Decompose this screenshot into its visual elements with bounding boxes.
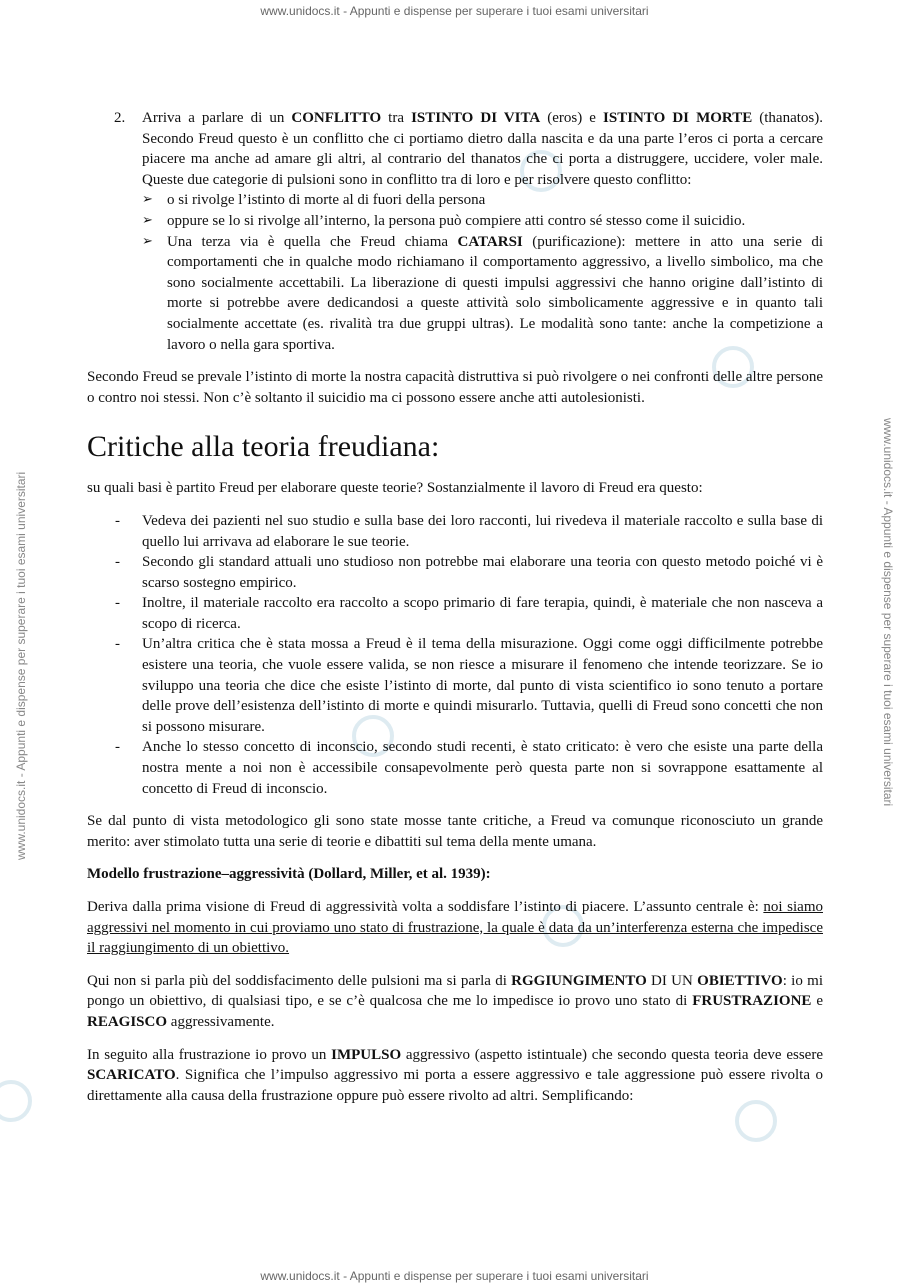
intro-paragraph: su quali basi è partito Freud per elaborare queste teorie? Sostanzialmente il lavoro di Freud era questo: bbox=[87, 480, 703, 497]
text: : io mi pongo un obiettivo, di qualsiasi tipo, e se c’è qualcosa che me lo impedisce io provo uno stato di bbox=[87, 972, 823, 1010]
text: Una terza via è quella che Freud chiama bbox=[167, 233, 458, 250]
dash-bullet: - bbox=[115, 554, 120, 571]
item-number: 2. bbox=[114, 110, 126, 126]
text: o si rivolge l’istinto di morte al di fuori della persona bbox=[167, 192, 486, 209]
list-item bbox=[87, 634, 823, 737]
paragraph-freud: Secondo Freud se prevale l’istinto di morte la nostra capacità distruttiva si può rivolgere o nei confronti delle altre persone o contro noi stessi. Non c’è soltanto il suicidio ma ci possono essere anche atti autolesionisti. bbox=[87, 369, 823, 406]
list-item bbox=[87, 552, 823, 593]
bold-subheading: Modello frustrazione–aggressività (Dollard, Miller, et al. 1939): bbox=[87, 866, 491, 883]
watermark-header: www.unidocs.it - Appunti e dispense per superare i tuoi esami universitari bbox=[260, 4, 649, 18]
dash-bullet: - bbox=[115, 595, 120, 612]
document-body bbox=[87, 108, 823, 1118]
text: Vedeva dei pazienti nel suo studio e sulla base dei loro racconti, lui rivedeva il materiale raccolto e sulla base di quello lui arrivava ad elaborare le sue teorie. bbox=[142, 512, 823, 550]
dash-bullet: - bbox=[115, 512, 120, 529]
text: (purificazione): mettere in atto una serie di comportamenti che in qualche modo richiamano il comportamento aggressivo, a livello simbolico, ma che sono socialmente accettabili. La liberazione di questi impulsi aggressivi che hanno origine dall’istinto di morte si potrebbe avere dedicandosi a queste attività solo simbolicamente aggressive e in quanto tali socialmente accettate (es. rivalità tra due gruppi ultras). Le modalità sono tante: anche la competizione a lavoro o nella gara sportiva. bbox=[167, 233, 823, 353]
numbered-item-2 bbox=[87, 108, 823, 190]
arrow-bullet-icon: ➢ bbox=[142, 233, 153, 249]
list-item bbox=[142, 190, 823, 211]
text: DI UN bbox=[646, 972, 698, 989]
bold-term: CONFLITTO bbox=[291, 110, 382, 126]
subheading bbox=[87, 864, 823, 885]
text: aggressivamente. bbox=[167, 1013, 275, 1030]
bold-term: RGGIUNGIMENTO bbox=[511, 972, 647, 989]
text: (eros) e bbox=[540, 110, 604, 126]
bold-term: IMPULSO bbox=[331, 1046, 402, 1063]
text: oppure se lo si rivolge all’interno, la persona può compiere atti contro sé stesso come il suicidio. bbox=[167, 212, 746, 229]
text: e bbox=[811, 993, 823, 1010]
text: . Significa che l’impulso aggressivo mi porta a essere aggressivo e tale aggressione può essere rivolta o direttamente alla causa della frustrazione oppure può essere rivolto ad altri. Semplificando: bbox=[87, 1067, 823, 1104]
arrow-bullet-icon: ➢ bbox=[142, 212, 153, 228]
text: tra bbox=[381, 110, 412, 126]
deriva-paragraph bbox=[87, 897, 823, 959]
watermark-right: www.unidocs.it - Appunti e dispense per superare i tuoi esami universitari bbox=[881, 418, 895, 807]
text: Inoltre, il materiale raccolto era raccolto a scopo primario di fare terapia, quindi, è materiale che non nasceva a scopo di ricerca. bbox=[142, 595, 823, 632]
bold-term: SCARICATO bbox=[87, 1067, 176, 1084]
bold-term: ISTINTO DI MORTE bbox=[603, 110, 753, 126]
text: Anche lo stesso concetto di inconscio, secondo studi recenti, è stato criticato: è vero che esiste una parte della nostra mente a noi non è accessibile consapevolmente però questa parte non si sovrappone esattamente al concetto di Freud di inconscio. bbox=[142, 739, 823, 797]
text: Qui non si parla più del soddisfacimento delle pulsioni ma si parla di bbox=[87, 972, 512, 989]
dash-bullet: - bbox=[115, 739, 120, 756]
bold-term: ISTINTO DI VITA bbox=[411, 110, 541, 126]
qui-paragraph bbox=[87, 971, 823, 1033]
text: aggressivo (aspetto istintuale) che secondo questa teoria deve essere bbox=[401, 1046, 823, 1063]
watermark-footer: www.unidocs.it - Appunti e dispense per superare i tuoi esami universitari bbox=[260, 1269, 649, 1283]
merit-paragraph: Se dal punto di vista metodologico gli sono state mosse tante critiche, a Freud va comunque riconosciuto un grande merito: aver stimolato tutta una serie di teorie e dibattiti sul tema della mente umana. bbox=[87, 813, 823, 850]
text: In seguito alla frustrazione io provo un bbox=[87, 1046, 332, 1063]
underlined-text: noi siamo aggressivi nel momento in cui proviamo uno stato di frustrazione, la quale è data da un’interferenza esterna che impedisce il raggiungimento di un obiettivo. bbox=[87, 899, 823, 957]
text: Deriva dalla prima visione di Freud di aggressività volta a soddisfare l’istinto di piacere. L’assunto centrale è: bbox=[87, 899, 764, 915]
bold-term: FRUSTRAZIONE bbox=[692, 993, 812, 1010]
watermark-logo-icon bbox=[0, 1080, 32, 1122]
critiques-list bbox=[87, 511, 823, 799]
text: Secondo gli standard attuali uno studioso non potrebbe mai elaborare una teoria con questo metodo poiché vi è scarso sostegno empirico. bbox=[142, 554, 823, 591]
bold-term: OBIETTIVO bbox=[697, 972, 783, 989]
bold-term: CATARSI bbox=[457, 233, 523, 250]
section-heading: Critiche alla teoria freudiana: bbox=[87, 430, 440, 464]
arrow-bullet-icon: ➢ bbox=[142, 192, 153, 208]
watermark-left: www.unidocs.it - Appunti e dispense per superare i tuoi esami universitari bbox=[14, 471, 28, 860]
text: (thanatos). Secondo Freud questo è un conflitto che ci portiamo dietro dalla nascita e da una parte l’eros ci porta a cercare piacere ma anche ad amare gli altri, al contrario del thanatos che ci porta a distruggere, uccidere, voler male. Queste due categorie di pulsioni sono in conflitto tra di loro e per risolvere questo conflitto: bbox=[142, 110, 824, 188]
text: Un’altra critica che è stata mossa a Freud è il tema della misurazione. Oggi come oggi difficilmente potrebbe esistere una teoria, che vuole essere valida, se non riesce a misurare il fenomeno che intende teorizzare. Se io sviluppo una teoria che dice che esiste l’istinto di morte, dal punto di vista scientifico io sono tenuto a portare delle prove dell’esistenza dell’istinto di morte e quindi misurarlo. Tuttavia, quelli di Freud sono concetti che non si possono misurare. bbox=[142, 636, 823, 735]
list-item bbox=[87, 593, 823, 634]
list-item bbox=[87, 511, 823, 552]
text: Arriva a parlare di un bbox=[142, 110, 292, 126]
dash-bullet: - bbox=[115, 636, 120, 653]
list-item bbox=[87, 737, 823, 799]
seguito-paragraph bbox=[87, 1045, 823, 1107]
bold-term: REAGISCO bbox=[87, 1013, 168, 1030]
list-item bbox=[142, 211, 823, 232]
options-list bbox=[142, 190, 823, 355]
list-item bbox=[142, 232, 823, 356]
